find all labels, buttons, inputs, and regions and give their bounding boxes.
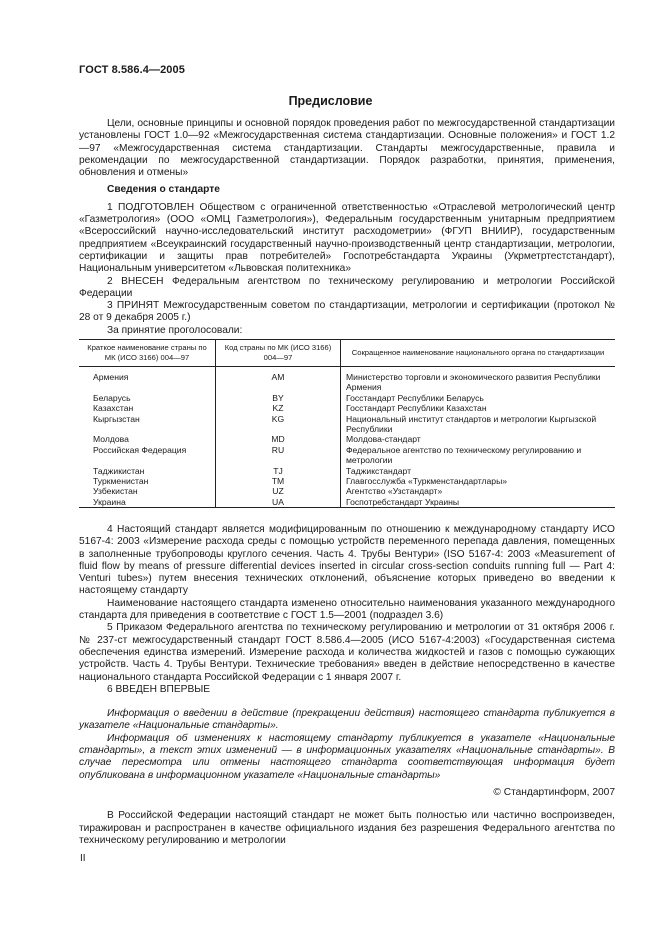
table-row bbox=[79, 403, 615, 413]
cell-body: Молдова-стандарт bbox=[341, 434, 616, 444]
cell-body: Федеральное агентство по техническому регулированию и метрологии bbox=[341, 445, 616, 466]
section-subheading: Сведения о стандарте bbox=[107, 184, 220, 196]
cell-body: Национальный институт стандартов и метрологии Кыргызской Республики bbox=[341, 414, 616, 435]
countries-table bbox=[79, 339, 615, 508]
preface-lower bbox=[79, 524, 615, 847]
cell-code: TJ bbox=[216, 466, 341, 476]
cell-code: TM bbox=[216, 476, 341, 486]
page-number: II bbox=[80, 853, 86, 864]
cell-body: Главгосслужба «Туркменстандартлары» bbox=[341, 476, 616, 486]
cell-country: Казахстан bbox=[93, 403, 134, 414]
table-header-row bbox=[79, 340, 615, 367]
column-header-country: Краткое наименование страны по МК (ИСО 3166) 004—97 bbox=[79, 340, 216, 367]
item-5: 5 Приказом Федерального агентства по техническому регулированию и метрологии от 31 октября 2006 г. № 237-ст межгосударственный стандарт ГОСТ 8.586.4—2005 (ИСО 5167-4:2003) «Государственная система обеспечения единства измерений. Измерение расхода и количества жидкостей и газов с помощью сужающих устройств. Часть 4. Трубы Вентури. Технические требования» введен в действие непосредственно в качестве национального стандарта Российской Федерации с 1 января 2007 г. bbox=[79, 622, 615, 683]
cell-country: Туркменистан bbox=[93, 476, 149, 487]
cell-country: Узбекистан bbox=[93, 486, 138, 497]
cell-country: Украина bbox=[79, 497, 216, 508]
item-6: 6 ВВЕДЕН ВПЕРВЫЕ bbox=[107, 683, 211, 695]
standard-header: ГОСТ 8.586.4—2005 bbox=[79, 64, 185, 76]
cell-country: Кыргызстан bbox=[93, 413, 140, 424]
cell-country: Молдова bbox=[93, 434, 129, 445]
cell-code: UA bbox=[216, 497, 341, 508]
table-row bbox=[79, 393, 615, 403]
cell-country: Армения bbox=[93, 372, 129, 382]
cell-body: Таджикстандарт bbox=[341, 466, 616, 476]
table-row bbox=[79, 367, 615, 393]
table-body bbox=[79, 367, 615, 508]
page-title: Предисловие bbox=[288, 94, 373, 108]
cell-code: KG bbox=[216, 414, 341, 435]
cell-body: Госстандарт Республики Казахстан bbox=[341, 403, 616, 413]
cell-code: AM bbox=[216, 367, 341, 393]
item-4-note: Наименование настоящего стандарта изменено относительно наименования указанного международного стандарта для приведения в соответствие с ГОСТ 1.5—2001 (подраздел 3.6) bbox=[79, 597, 615, 622]
table-row bbox=[79, 434, 615, 444]
table-row bbox=[79, 497, 615, 508]
cell-body: Госпотребстандарт Украины bbox=[341, 497, 616, 508]
item-1: 1 ПОДГОТОВЛЕН Обществом с ограниченной ответственностью «Отраслевой метрологический центр «Газметрология» (ООО «ОМЦ Газметрология»), Федеральным государственным унитарным предприятием «Всероссийский научно-исследовательский институт расходометрии» (ФГУП ВНИИР), государственным предприятием «Всеукраинский государственный научно-производственный центр стандартизации, метрологии, сертификации и защиты прав потребителей» Госпотребстандарта Украины (Укрметртестстандарт), Национальным университетом «Львовская политехника» bbox=[79, 201, 615, 275]
cell-code: BY bbox=[216, 393, 341, 403]
column-header-body: Сокращенное наименование национального органа по стандартизации bbox=[341, 340, 616, 367]
table-row bbox=[79, 466, 615, 476]
cell-body: Госстандарт Республики Беларусь bbox=[341, 393, 616, 403]
item-3: 3 ПРИНЯТ Межгосударственным советом по стандартизации, метрологии и сертификации (протокол № 28 от 9 декабря 2005 г.) bbox=[79, 300, 615, 324]
cell-code: MD bbox=[216, 434, 341, 444]
column-header-code: Код страны по МК (ИСО 3166) 004—97 bbox=[216, 340, 341, 367]
info-paragraph-2: Информация об изменениях к настоящему стандарту публикуется в указателе «Национальные стандарты», а текст этих изменений — в информационных указателях «Национальные стандарты». В случае пересмотра или отмены настоящего стандарта соответствующая информация будет опубликована в информационном указателе «Национальные стандарты» bbox=[79, 732, 615, 781]
cell-country: Таджикистан bbox=[93, 465, 145, 476]
cell-country: Беларусь bbox=[93, 392, 131, 403]
cell-country: Российская Федерация bbox=[93, 444, 187, 455]
reproduction-notice: В Российской Федерации настоящий стандарт не может быть полностью или частично воспроизведен, тиражирован и распространен в качестве официального издания без разрешения Федерального агентства по техническому регулированию и метрологии bbox=[79, 810, 615, 846]
info-paragraph-1: Информация о введении в действие (прекращении действия) настоящего стандарта публикуется в указателе «Национальные стандарты». bbox=[79, 708, 615, 732]
voted-label: За принятие проголосовали: bbox=[107, 324, 243, 336]
item-2: 2 ВНЕСЕН Федеральным агентством по техническому регулированию и метрологии Российской Федерации bbox=[79, 275, 615, 299]
cell-body: Агентство «Узстандарт» bbox=[341, 486, 616, 496]
table-row bbox=[79, 486, 615, 496]
table-row bbox=[79, 445, 615, 466]
cell-code: UZ bbox=[216, 486, 341, 496]
cell-code: RU bbox=[216, 445, 341, 466]
cell-code: KZ bbox=[216, 403, 341, 413]
item-4: 4 Настоящий стандарт является модифицированным по отношению к международному стандарту ИСО 5167-4: 2003 «Измерение расхода среды с помощью устройств переменного перепада давления, помещенных в заполненные трубопроводы круглого сечения. Часть 4. Трубы Вентури» (ISO 5167-4: 2003 «Measurement of fluid flow by means of pressure differential devices inserted in circular cross-section conduits running full — Part 4: Venturi tubes») путем внесения технических отклонений, объяснение которых приведено во введении к настоящему стандарту bbox=[79, 524, 615, 597]
preface-upper bbox=[79, 118, 615, 337]
intro-paragraph: Цели, основные принципы и основной порядок проведения работ по межгосударственной стандартизации установлены ГОСТ 1.0—92 «Межгосударственная система стандартизации. Основные положения» и ГОСТ 1.2—97 «Межгосударственная система стандартизации. Стандарты межгосударственные, правила и рекомендации по межгосударственной стандартизации. Порядок разработки, принятия, применения, обновления и отмены» bbox=[79, 118, 615, 179]
cell-body: Министерство торговли и экономического развития Республики Армения bbox=[341, 367, 616, 393]
table-row bbox=[79, 476, 615, 486]
copyright-line: © Стандартинформ, 2007 bbox=[493, 786, 615, 798]
table-row bbox=[79, 414, 615, 435]
